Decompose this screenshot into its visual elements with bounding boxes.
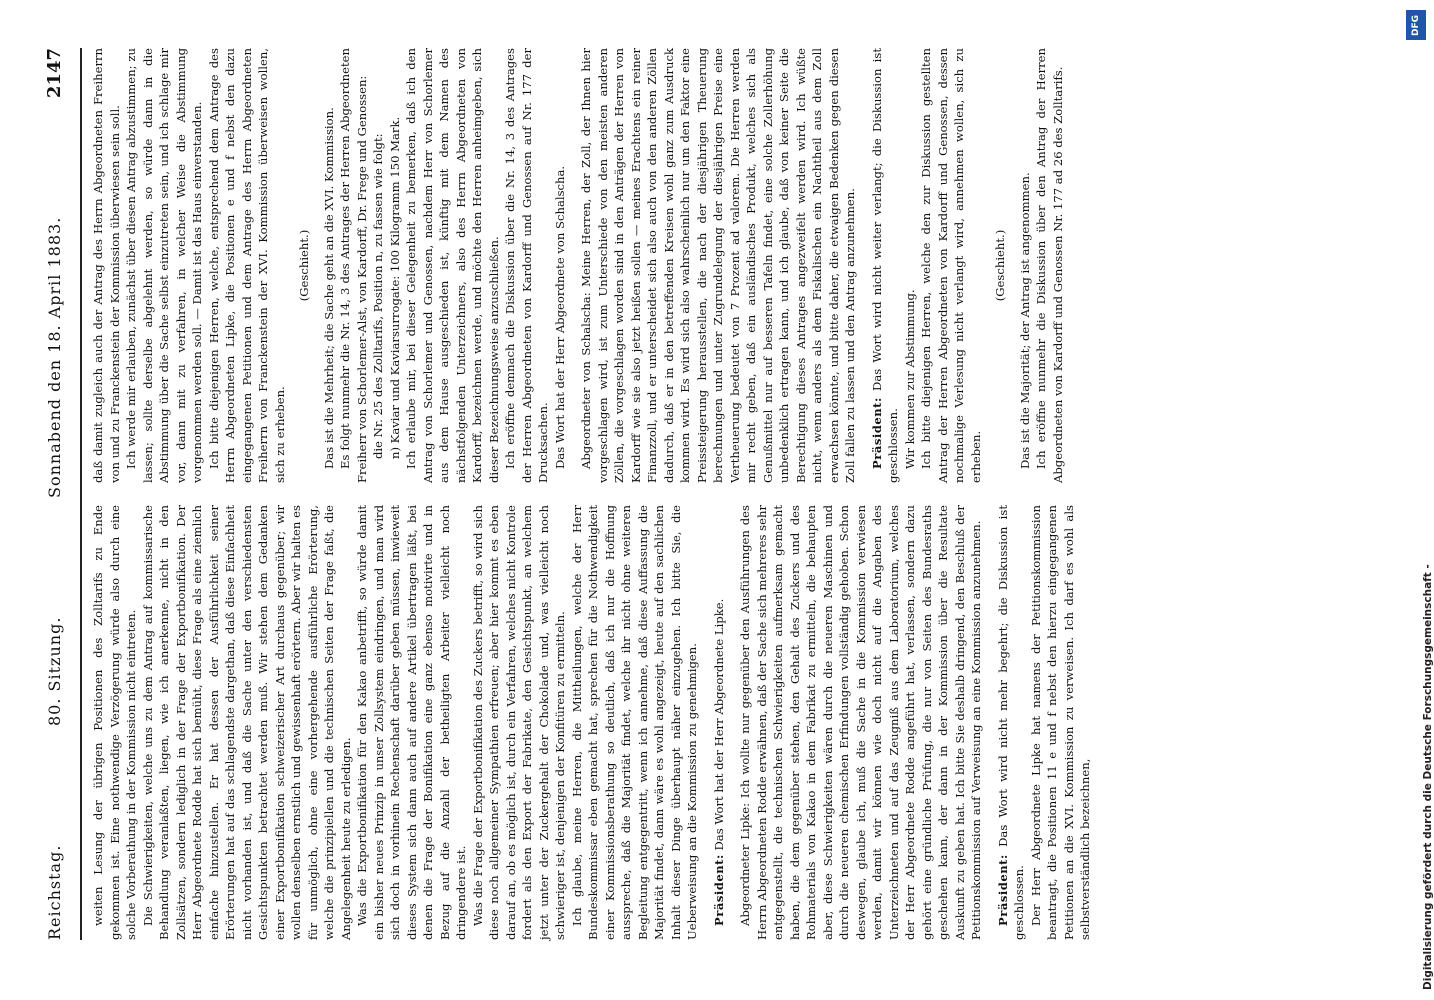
speaker-text: Das Wort wird nicht weiter verlangt; die Diskussion ist geschlossen.	[869, 48, 900, 483]
paragraph-gap	[859, 48, 869, 483]
header-session: 80. Sitzung.	[45, 616, 64, 726]
paragraph: Abgeordneter Lipke: Ich wollte nur gegenüber den Ausführungen des Herrn Abgeordneten Rodde erwähnen, daß der Sache sich mehreres sehr entgegenstellt, die technischen Schwierigkeiten aufmerksam gemacht haben, die dem gegenüber stehen, den Gehalt des Zuckers und des Rohmaterials von Kakao in dem Fabrikat zu ermitteln, die behaupten aber, diese Schwierigkeiten wären durch die neueren Maschinen und durch die neueren chemischen Erfindungen vollständig gehoben. Schon deswegen, glaube ich, muß die Sache in die Kommission verwiesen werden, damit wir können wie doch nicht auf die Angaben des Unterzeichneten und auf das Zeugniß aus dem Laboratorium, welches der Herr Abgeordnete Rodde angeführt hat, verlassen, sondern dazu gehört eine gründliche Prüfung, die nur von Seiten des Bundesraths geschehen kann, der dann in der Kommission über die Resultate Auskunft zu geben hat. Ich bitte Sie deshalb dringend, den Beschluß der Petitionskommission auf Verweisung an eine Kommission anzunehmen.	[738, 505, 983, 940]
speaker-name: Präsident:	[995, 854, 1010, 926]
paragraph: Was die Frage der Exportbonifikation des Zuckers betrifft, so wird sich diese noch allgemeiner Sympathien erfreuen; aber hier kommt es eben darauf an, ob es möglich ist, durch ein Verfahren, welches nicht Kontrole fordert als den Export der Fabrikate, den Gesichtspunkt, an welchem jetzt unter der Zuckergehalt der Chokolade und, was vielleicht noch schwieriger ist, denjenigen der Konfitüren zu ermitteln.	[470, 505, 567, 940]
credit-strip	[1398, 0, 1432, 1000]
column-right	[90, 48, 1370, 483]
paragraph: Ich werde mir erlauben, zunächst über diesen Antrag abzustimmen; zu lassen; sollte derselbe abgelehnt werden, so würde dann in die Abstimmung über die Sache selbst einzutreten sein, und ich schlage mir vor, dann mit zu verfahren, in welcher Weise die Abstimmung vorgenommen werden soll. — Damit ist das Haus einverstanden.	[124, 48, 204, 483]
header-left: Reichstag.	[45, 844, 64, 940]
speaker-paragraph	[995, 505, 1028, 940]
speaker-name: Präsident:	[711, 854, 726, 926]
paragraph: Die Schwierigkeiten, welche uns zu dem Antrag auf kommissarische Behandlung veranlaßten, liegen, wie ich anerkenne, nicht in den Zollsätzen, sondern lediglich in der Frage der Exportbonifikation. Der Herr Abgeordnete Rodde hat sich bemüht, diese Frage als eine ziemlich einfache hinzustellen. Er hat dessen der Ausführlichkeit seiner Erörterungen hat auf das schlagendste dargethan, daß diese Einfachheit nicht vorhanden ist, und daß die Sache unter den verschiedensten Gesichtspunkten betrachtet werden muß. Wir stehen dem Gedanken einer Exportbonifikation schweizerischer Art durchaus gegenüber; wir wollen denselben ernstlich und gewissenhaft erörtern. Aber wir halten es für unmöglich, ohne eine vorhergehende ausführliche Erörterung, welche die prinzipiellen und die technischen Seiten der Frage faßt, die Angelegenheit heute zu erledigen.	[140, 505, 353, 940]
speaker-text: Das Wort hat der Herr Abgeordnete Lipke.	[711, 598, 726, 855]
column-left	[90, 505, 1370, 940]
page-header	[44, 48, 82, 940]
stage-direction: (Geschieht.)	[297, 229, 311, 302]
paragraph: Das ist die Mehrheit; die Sache geht an die XVI. Kommission.	[321, 107, 336, 469]
paragraph-gap	[568, 48, 578, 483]
paragraph: Abgeordneter von Schalscha: Meine Herren, der Zoll, der Ihnen hier vorgeschlagen wird, ist zum Unterschiede von den meisten anderen Zöllen, die vorgeschlagen worden sind in den Anträgen der Herren von Kardorff wie sie also jetzt heißen sollen — meines Erachtens ein reiner Finanzzoll, und er unterscheidet sich also auch von den anderen Zöllen dadurch, daß er in den betreffenden Kreisen wohl ganz zum Ausdruck kommen wird. Es wird sich also wahrscheinlich nur um den Faktor eine Preissteigerung herausstellen, die nach der diesjährigen Theuerung berechnungen und unter Zugrundelegung der diesjährigen Preise eine Vertheuerung bedeutet von 7 Prozent ad valorem. Die Herren werden mir recht geben, daß ein ausländisches Produkt, welches sich als Genußmittel nur auf besseren Tafeln findet, eine solche Zollerhöhung unbedenklich ertragen kann, und ich glaube, daß von keiner Seite die Berechtigung dieses Antrages angezweifelt werden wird. Ich wüßte nicht, wenn anders als dem Fiskalischen ein Nachtheil aus dem Zoll erwachsen könnte, und bitte daher, die etwaigen Bedenken gegen diesen Zoll fallen zu lassen und den Antrag anzunehmen.	[579, 48, 857, 483]
paragraph: Der Herr Abgeordnete Lipke hat namens der Petitionskommission beantragt, die Positionen 11 e und f nebst den hierzu eingegangenen Petitionen an die XVI. Kommission zu verweisen. Ich darf es wohl als selbstverständlich bezeichnen,	[1028, 505, 1092, 940]
paragraph: Das ist die Majorität; der Antrag ist angenommen.	[1017, 172, 1032, 469]
stage-direction: (Geschieht.)	[993, 229, 1007, 302]
paragraph: Wir kommen zur Abstimmung.	[902, 289, 917, 469]
speaker-name: Präsident:	[869, 397, 884, 469]
paragraph: Ich glaube, meine Herren, die Mittheilungen, welche der Herr Bundeskommissar eben gemacht hat, sprechen für die Nothwendigkeit einer Kommissionsberathung so deutlich, daß ich nur die Hoffnung ausspreche, daß die Majorität findet, welche ihr nicht ohne weiteren Begleitung entgegentritt, wenn ich annehme, daß diese Auffassung die Majorität findet, dann wäre es wohl angezeigt, heute auf den sachlichen Inhalt dieser Dinge überhaupt näher einzugehen. Ich bitte Sie, die Ueberweisung an die Kommission zu genehmigen.	[569, 505, 699, 940]
text-columns	[90, 48, 1370, 940]
paragraph: Ich eröffne demnach die Diskussion über die Nr. 14, 3 des Antrages der Herren Abgeordneten von Kardorff und Genossen auf Nr. 177 der Drucksachen.	[503, 48, 550, 483]
paragraph: Was die Exportbonifikation für den Kakao anbetrifft, so würde damit ein bisher neues Prinzip in unser Zollsystem eindringen, und man wird sich doch in vorhinein Rechenschaft darüber geben müssen, inwieweit dieses System sich dann auch auf andere Artikel übertragen läßt, bei denen die Frage der Bonifikation eine ganz ebenso motivirte und in Bezug auf die Anzahl der betheiligten Arbeiter vielleicht noch dringendere ist.	[355, 505, 468, 940]
speaker-paragraph	[711, 505, 728, 940]
speaker-paragraph	[869, 48, 902, 483]
paragraph-gap	[985, 505, 995, 940]
paragraph-gap	[701, 505, 711, 940]
credit-text: Digitalisierung gefördert durch die Deutsche Forschungsgemeinschaft -	[1422, 564, 1434, 990]
motion-text: n) Kaviar und Kaviarsurrogate: 100 Kilogramm 150 Mark.	[387, 116, 402, 459]
header-date: Sonnabend den 18. April 1883.	[45, 216, 64, 498]
dfg-logo: DFG	[1406, 10, 1426, 40]
paragraph: Es folgt nunmehr die Nr. 14, 3 des Antrages der Herren Abgeordneten Freiherr von Schorlemer-Alst, von Kardorff, Dr. Frege und Genossen:	[338, 48, 369, 483]
paragraph: Ich bitte diejenigen Herren, welche den zur Diskussion gestellten Antrag der Herren Abgeordneten von Kardorff und Genossen, dessen nochmalige Verlesung nicht verlangt wird, annehmen wollen, sich zu erheben.	[919, 48, 983, 483]
paragraph: Ich erlaube mir, bei dieser Gelegenheit zu bemerken, daß ich den Antrag von Schorlemer und Genossen, nachdem Herr von Schorlemer aus dem Hause ausgeschieden ist, künftig mit dem Namen des nächstfolgenden Unterzeichners, also des Herrn Abgeordneten von Kardorff, bezeichnen werde, und möchte den Herren anheimgeben, sich dieser Bezeichnungsweise anzuschließen.	[404, 48, 501, 483]
paragraph: weiten Lesung der übrigen Positionen des Zolltarifs zu Ende gekommen ist. Eine nothwendige Verzögerung würde also durch eine solche Vorberathung in der Kommission nicht eintreten.	[91, 505, 138, 940]
paragraph-gap	[727, 505, 737, 940]
newspaper-page	[8, 0, 1388, 1000]
motion-text: die Nr. 25 des Zolltarifs, Position n, zu fassen wie folgt:	[371, 133, 385, 459]
speaker-text: Das Wort wird nicht mehr begehrt; die Diskussion ist geschlossen.	[995, 505, 1026, 940]
paragraph: Ich eröffne nunmehr die Diskussion über den Antrag der Herren Abgeordneten von Kardorff und Genossen Nr. 177 ad 26 des Zolltarifs.	[1034, 48, 1065, 483]
paragraph: daß damit zugleich auch der Antrag des Herrn Abgeordneten Freiherrn von und zu Franckenstein der Kommission überwiesen sein soll.	[91, 48, 122, 483]
page-number: 2147	[44, 48, 65, 99]
paragraph: Das Wort hat der Herr Abgeordnete von Schalscha.	[552, 165, 567, 469]
paragraph: Ich bitte diejenigen Herren, welche, entsprechend dem Antrage des Herrn Abgeordneten Lipke, die Positionen e und f nebst den dazu eingegangenen Petitionen und dem Antrage des Herrn Abgeordneten Freiherrn von Franckenstein der XVI. Kommission überweisen wollen, sich zu erheben.	[206, 48, 287, 483]
